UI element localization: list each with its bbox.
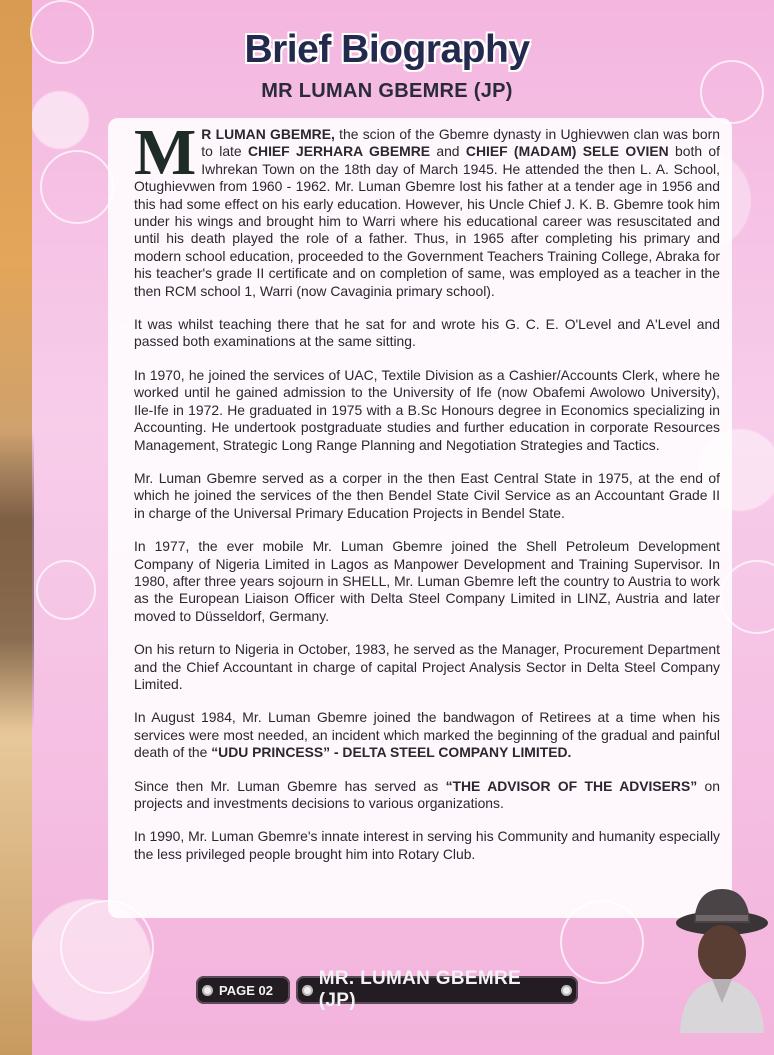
paragraph-text: Since then Mr. Luman Gbemre has served as bbox=[134, 777, 446, 794]
drop-cap: M bbox=[134, 116, 197, 189]
lead-name: R LUMAN GBEMRE, bbox=[201, 126, 335, 142]
paragraph bbox=[134, 778, 720, 813]
bullet-icon bbox=[561, 985, 572, 996]
company-name: “UDU PRINCESS” - DELTA STEEL COMPANY LIMITED. bbox=[211, 744, 572, 761]
paragraph bbox=[134, 116, 720, 300]
paragraph: Mr. Luman Gbemre served as a corper in the then East Central State in 1975, at the end of which he joined the services of the then Bendel State Civil Service as an Accountant Grade II in charge of the Universal Primary Education Projects in Bendel State. bbox=[134, 469, 720, 521]
bullet-icon bbox=[302, 985, 313, 996]
bullet-icon bbox=[202, 985, 213, 996]
father-name: CHIEF JERHARA GBEMRE bbox=[248, 143, 430, 160]
decorative-swirl bbox=[40, 150, 114, 224]
paragraph: On his return to Nigeria in October, 1983, he served as the Manager, Procurement Department and the Chief Accountant in charge of capital Project Analysis Sector in Delta Steel Company Limited. bbox=[134, 641, 720, 692]
decorative-swirl bbox=[36, 560, 96, 620]
page-subtitle: MR LUMAN GBEMRE (JP) bbox=[261, 80, 513, 102]
left-strip-figure bbox=[0, 430, 34, 730]
paragraph: In 1990, Mr. Luman Gbemre's innate interest in serving his Community and humanity especially the less privileged people brought him into Rotary Club. bbox=[134, 828, 720, 862]
advisor-title: “THE ADVISOR OF THE ADVISERS” bbox=[445, 777, 698, 794]
portrait-photo bbox=[672, 883, 772, 1033]
paragraph-text: on projects and investments decisions to various organizations. bbox=[134, 777, 721, 811]
paragraph-text: both of Iwhrekan Town on the 18th day of March 1945. He attended the then L. A. School, Otughievwen from 1960 - 1962. Mr. Luman Gbemre lost his father at a tender age in 1956 and this had some effect on his early education. However, his Uncle Chief J. K. B. Gbemre took him under his wings and brought him to Warri where his educational career was resuscitated and until his death played the role of a father. Thus, in 1965 after completing his primary and modern school education, proceeded to the Government Teachers Training College, Abraka for his teacher's grade II certificate and on completion of same, was employed as a teacher in the then RCM school 1, Warri (now Cavaginia primary school). bbox=[134, 143, 720, 299]
mother-name: CHIEF (MADAM) SELE OVIEN bbox=[465, 143, 669, 160]
hat-band bbox=[696, 915, 748, 921]
paragraph-text: the scion of the Gbemre dynasty in Ughievwen clan was born to late bbox=[201, 126, 720, 160]
paragraph: In 1970, he joined the services of UAC, Textile Division as a Cashier/Accounts Clerk, where he worked until he gained admission to the University of Ife (now Obafemi Awolowo University), Ile-Ife in 1972. He graduated in 1975 with a B.Sc Honours degree in Economics specializing in Accounting. He undertook postgraduate studies and further education in corporate Resources Management, Strategic Long Range Planning and Negotiation Strategies and Tactics. bbox=[134, 366, 720, 453]
paragraph-text: and bbox=[430, 143, 466, 160]
name-badge bbox=[296, 968, 578, 1011]
paragraph: It was whilst teaching there that he sat for and wrote his G. C. E. O'Level and A'Level and passed both examinations at the same sitting. bbox=[134, 316, 720, 350]
biography-text bbox=[134, 116, 721, 879]
face bbox=[698, 925, 746, 981]
paragraph bbox=[134, 709, 720, 761]
footer-name: MR. LUMAN GBEMRE (JP) bbox=[318, 968, 521, 1011]
page-number-badge bbox=[196, 976, 290, 1004]
page-number: PAGE 02 bbox=[219, 982, 273, 998]
paragraph: In 1977, the ever mobile Mr. Luman Gbemre joined the Shell Petroleum Development Company of Nigeria Limited in Lagos as Manpower Development and Training Supervisor. In 1980, after three years sojourn in SHELL, Mr. Luman Gbemre left the country to Austria to work as the European Liaison Officer with Delta Steel Company Limited in LINZ, Austria and later moved to Düsseldorf, Germany. bbox=[134, 538, 720, 624]
page-title: Brief Biography bbox=[244, 28, 530, 71]
paragraph-text: In August 1984, Mr. Luman Gbemre joined the bandwagon of Retirees at a time when his services were most needed, an incident which marked the beginning of the gradual and painful death of the bbox=[134, 709, 720, 761]
